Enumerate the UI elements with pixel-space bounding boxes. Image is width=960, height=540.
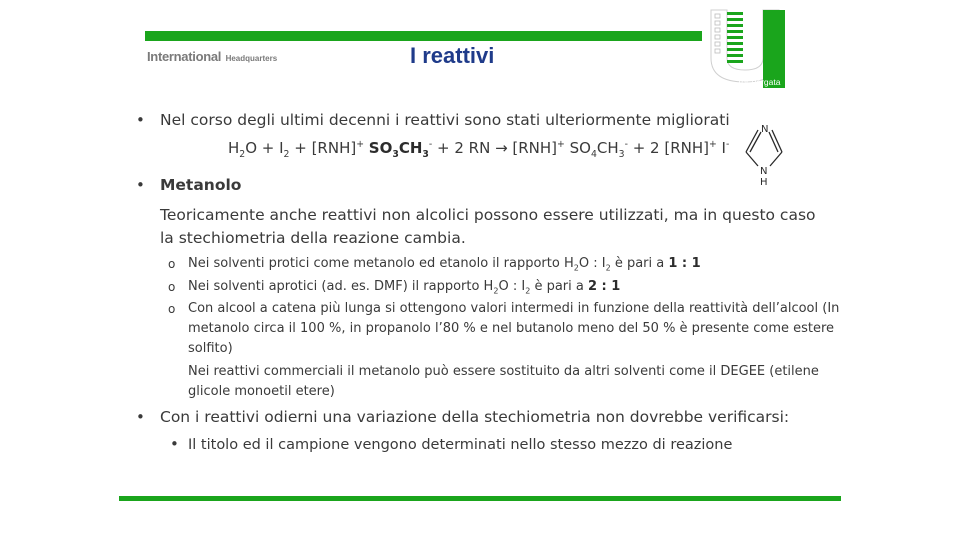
brand-wordmark <box>147 48 277 66</box>
brand-big: International <box>147 49 222 64</box>
bullet-text-4: Il titolo ed il campione vengono determinati nello stesso mezzo di reazione <box>188 437 733 453</box>
sub-bullet-marker: o <box>168 302 176 316</box>
bullet-text-2: Metanolo <box>160 176 242 194</box>
bottom-accent-bar <box>119 496 841 501</box>
imidazole-structure <box>734 118 794 190</box>
bullet-text-1: Nel corso degli ultimi decenni i reattivi sono stati ulteriormente migliorati <box>160 111 730 129</box>
logo-text: Tor Vergata <box>737 77 781 87</box>
university-logo <box>705 8 787 90</box>
paragraph-line-1: Teoricamente anche reattivi non alcolici possono essere utilizzati, ma in questo caso <box>160 206 816 224</box>
sub-bullet-text-3-line-1: Con alcool a catena più lunga si ottengono valori intermedi in funzione della reattività dell’alcool (In <box>188 301 840 316</box>
atom-n-top: N <box>761 124 769 135</box>
logo-u-icon <box>705 8 787 90</box>
sub-bullet-text-1: Nei solventi protici come metanolo ed etanolo il rapporto $H_2O$ : $I_2$ è pari a 1 : 1 <box>188 256 701 273</box>
reaction-equation: $H_2O + I_2 + [RNH]^+$ $SO_3CH_3^- + 2$ RN → [RNH]+ $SO_4CH_3^- + 2$ [RNH]+ I- <box>228 139 730 160</box>
reaction-arrow-icon: → <box>495 139 508 157</box>
bullet-marker: • <box>136 176 145 194</box>
imidazole-ring-icon <box>734 118 794 190</box>
bullet-text-3: Con i reattivi odierni una variazione della stechiometria non dovrebbe verificarsi: <box>160 408 790 426</box>
bullet-marker: • <box>136 408 145 426</box>
atom-h: H <box>760 177 768 188</box>
slide-title: I reattivi <box>410 43 495 68</box>
sub-bullet-text-3-line-2: metanolo circa il 100 %, in propanolo l’80 % e nel butanolo meno del 50 % è presente come estere <box>188 321 835 336</box>
brand-small: Headquarters <box>225 54 278 63</box>
bullet-marker: • <box>136 111 145 129</box>
atom-n-bottom: N <box>760 166 768 177</box>
sub-bullet-marker: o <box>168 257 176 271</box>
sub-bullet-text-3-line-3: solfito) <box>188 341 233 356</box>
sub-bullet-text-2: Nei solventi aprotici (ad. es. DMF) il rapporto $H_2O$ : $I_2$ è pari a 2 : 1 <box>188 279 621 296</box>
paragraph-line-2: la stechiometria della reazione cambia. <box>160 229 466 247</box>
top-accent-bar <box>145 31 702 41</box>
sub-text-4-line-2: glicole monoetil etere) <box>188 384 335 399</box>
sub-text-4-line-1: Nei reattivi commerciali il metanolo può essere sostituito da altri solventi come il DEGEE (etilene <box>188 364 819 379</box>
sub-bullet-marker: o <box>168 280 176 294</box>
bullet-marker: • <box>170 435 179 453</box>
